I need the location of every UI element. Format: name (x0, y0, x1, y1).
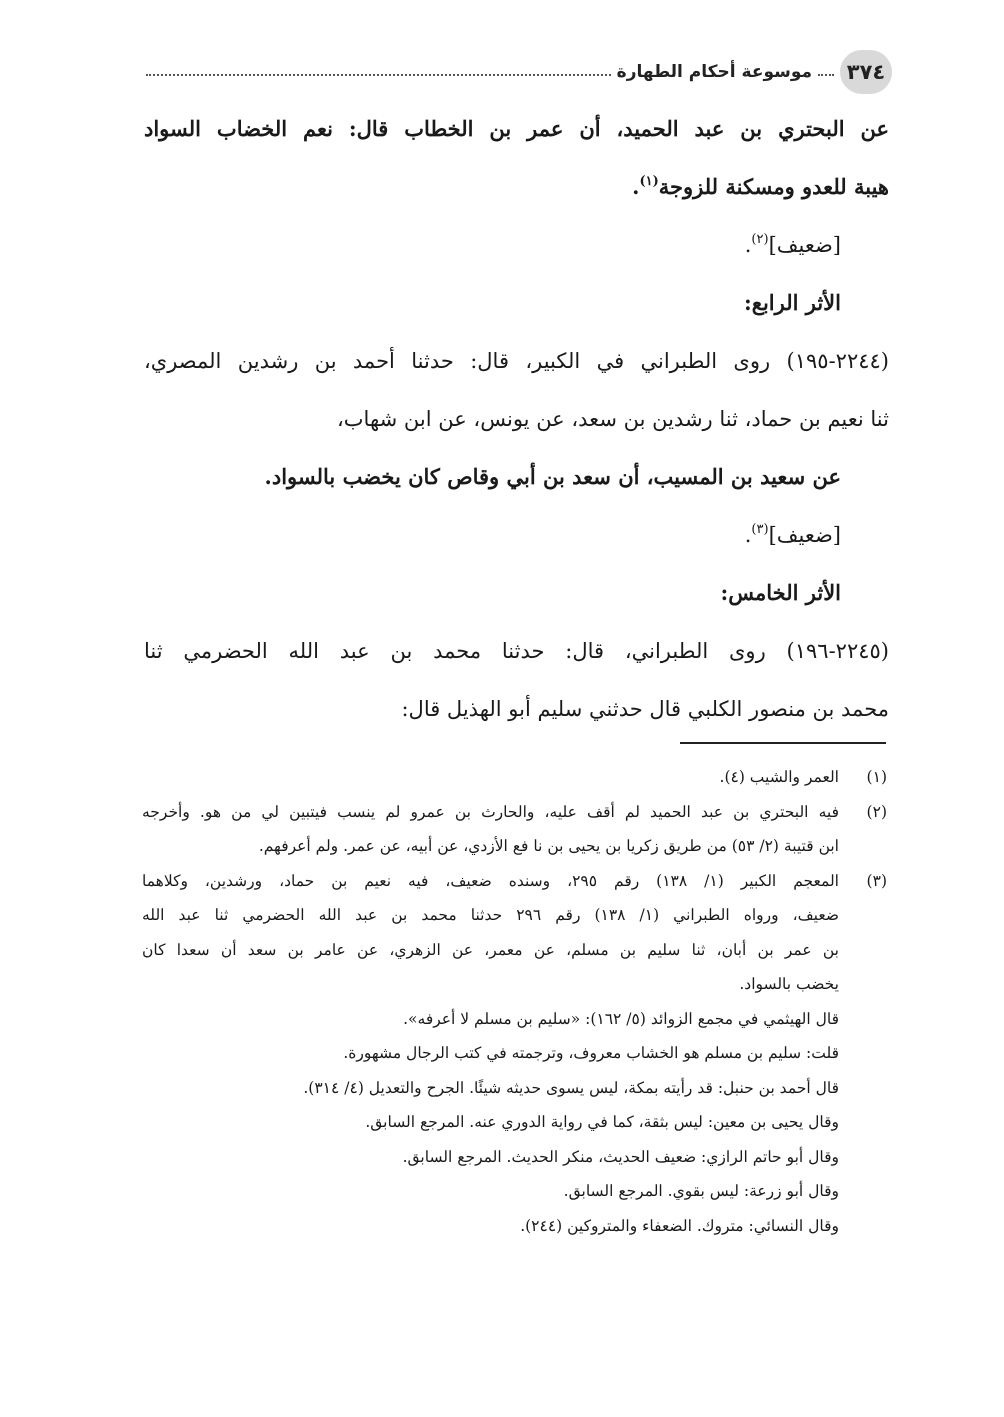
grade-end: . (744, 233, 752, 257)
footnote-quote-1: قال الهيثمي في مجمع الزوائد (٥/ ١٦٢): «سليم بن مسلم لا أعرفه». (403, 1009, 839, 1028)
footnote-1 (142, 760, 887, 795)
footnote-3 (142, 864, 887, 1002)
section-heading-4: الأثر الرابع: (744, 290, 841, 315)
footnote-ref-3: (٣) (751, 522, 769, 537)
grade-line-1 (144, 216, 889, 274)
page-number: ٣٧٤ (840, 50, 892, 94)
header-divider-right (818, 74, 834, 76)
text-line-2 (144, 158, 889, 216)
text-line-2-body: هيبة للعدو ومسكنة للزوجة (658, 174, 889, 199)
footnotes (142, 760, 887, 1243)
footnote-separator (680, 742, 886, 744)
text-line-7: عن سعيد بن المسيب، أن سعد بن أبي وقاص كان يخضب بالسواد. (264, 464, 841, 489)
text-line-11: محمد بن منصور الكلبي قال حدثني سليم أبو الهذيل قال: (401, 697, 889, 721)
main-text (144, 100, 889, 738)
footnote-number: (٣) (866, 871, 887, 890)
footnote-2 (142, 795, 887, 864)
footnote-line: ضعيف، ورواه الطبراني (١/ ١٣٨) رقم ٢٩٦ حدثنا محمد بن عبد الله الحضرمي ثنا عبد الله (142, 906, 839, 924)
footnote-ref-2: (٢) (751, 232, 769, 247)
footnote-quote-7: وقال النسائي: متروك. الضعفاء والمتروكين (٢٤٤). (520, 1216, 839, 1235)
book-title: موسوعة أحكام الطهارة (616, 62, 812, 82)
text-line-2-end: . (632, 174, 640, 199)
footnote-quote-4: وقال يحيى بن معين: ليس بثقة، كما في رواية الدوري عنه. المرجع السابق. (365, 1113, 839, 1131)
footnote-quote-5: وقال أبو حاتم الرازي: ضعيف الحديث، منكر الحديث. المرجع السابق. (402, 1147, 839, 1166)
text-line-1: عن البحتري بن عبد الحميد، أن عمر بن الخطاب قال: نعم الخضاب السواد (144, 116, 889, 141)
page-header (140, 50, 892, 94)
section-heading-5: الأثر الخامس: (720, 580, 841, 605)
footnote-quote-3: قال أحمد بن حنبل: قد رأيته بمكة، ليس يسوى حديثه شيئًا. الجرح والتعديل (٤/ ٣١٤). (303, 1078, 839, 1097)
footnote-line: فيه البحتري بن عبد الحميد لم أقف عليه، والحارث بن عمرو لم ينسب فيتبين لي من هو. وأخرجه (142, 802, 839, 821)
text-line-6: ثنا نعيم بن حماد، ثنا رشدين بن سعد، عن يونس، عن ابن شهاب، (337, 407, 889, 431)
footnote-ref-1: (١) (639, 174, 659, 189)
header-divider-left (146, 74, 611, 76)
grade-label: [ضعيف] (768, 233, 841, 257)
text-line-10: (٢٢٤٥-١٩٦) روى الطبراني، قال: حدثنا محمد بن عبد الله الحضرمي ثنا (144, 639, 889, 663)
footnote-quote-6: وقال أبو زرعة: ليس بقوي. المرجع السابق. (563, 1182, 839, 1200)
footnote-number: (٢) (866, 802, 887, 821)
grade-end-2: . (744, 523, 752, 547)
footnote-line: يخضب بالسواد. (739, 975, 839, 993)
grade-label-2: [ضعيف] (768, 523, 841, 547)
footnote-quote-2: قلت: سليم بن مسلم هو الخشاب معروف، وترجمته في كتب الرجال مشهورة. (343, 1044, 839, 1062)
footnote-number: (١) (866, 768, 887, 786)
footnote-line: بن عمر بن أبان، ثنا سليم بن مسلم، عن معمر، عن الزهري، عن عامر بن سعد أن سعدا كان (142, 940, 839, 959)
footnote-line: ابن قتيبة (٢/ ٥٣) من طريق زكريا بن يحيى بن نا فع الأزدي، عن أبيه، عن عمر. ولم أعرفهم. (258, 837, 839, 855)
text-line-5: (٢٢٤٤-١٩٥) روى الطبراني في الكبير، قال: حدثنا أحمد بن رشدين المصري، (144, 349, 889, 373)
grade-line-2 (144, 506, 889, 564)
footnote-line: العمر والشيب (٤). (719, 768, 839, 786)
footnote-line: المعجم الكبير (١/ ١٣٨) رقم ٢٩٥، وسنده ضعيف، فيه نعيم بن حماد، ورشدين، وكلاهما (142, 871, 839, 890)
